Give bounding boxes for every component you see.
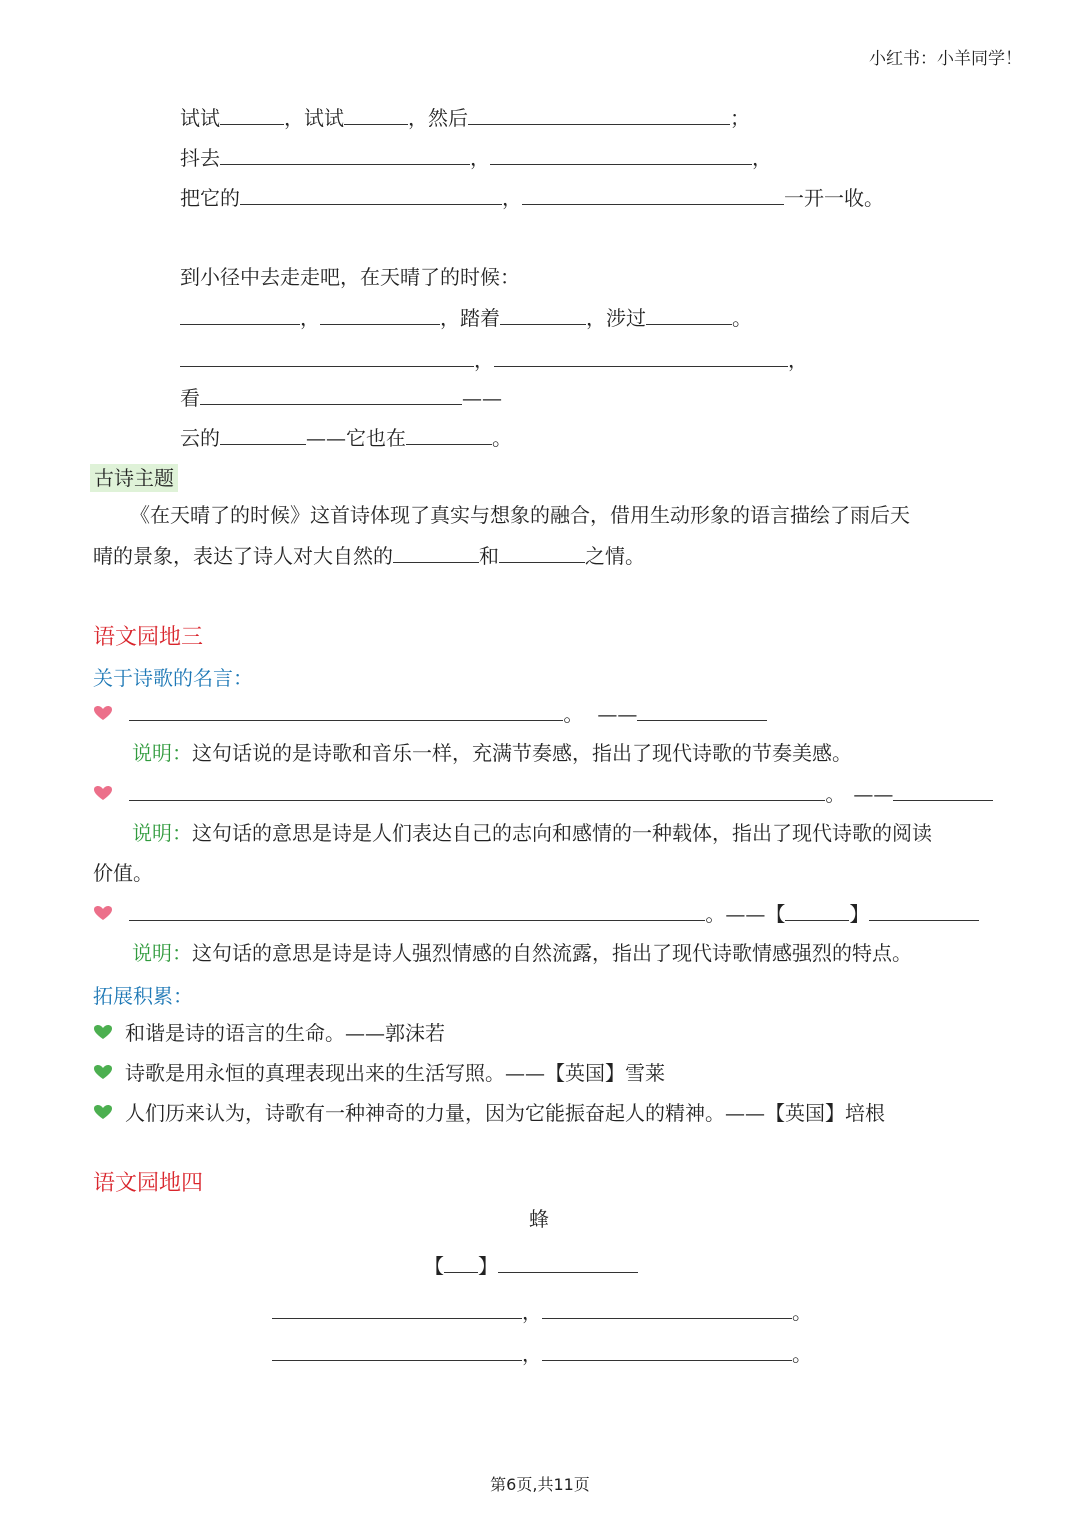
note-label: 说明： xyxy=(132,821,192,845)
blank[interactable] xyxy=(240,184,502,205)
quote-1: 。 —— xyxy=(93,700,767,727)
theme-tag: 古诗主题 xyxy=(90,462,178,491)
poem-line-4: 到小径中去走走吧，在天晴了的时候： xyxy=(180,265,520,289)
blank[interactable] xyxy=(200,384,462,405)
poem-line-2: 抖去 ， ， xyxy=(180,146,772,170)
quote-3: 。——【 】 xyxy=(93,900,979,927)
blank[interactable] xyxy=(180,304,300,325)
note-2: 说明：这句话的意思是诗是人们表达自己的志向和感情的一种载体，指出了现代诗歌的阅读 xyxy=(132,821,932,845)
heart-icon xyxy=(93,901,115,927)
page-number: 第6页,共11页 xyxy=(490,1475,590,1494)
blank[interactable] xyxy=(220,144,470,165)
poem-fill-line-1: ， 。 xyxy=(272,1298,812,1325)
poem-line-1: 试试 ，试试 ，然后 ； xyxy=(180,106,750,130)
poem-line-8: 云的 ——它也在 。 xyxy=(180,426,512,450)
blank[interactable] xyxy=(637,700,767,721)
blank[interactable] xyxy=(344,104,408,125)
blank[interactable] xyxy=(129,780,825,801)
blank[interactable] xyxy=(490,144,752,165)
blank[interactable] xyxy=(542,1340,792,1361)
poem-line-7: 看 —— xyxy=(180,386,502,410)
heart-icon xyxy=(93,701,115,727)
ext-title: 拓展积累： xyxy=(93,984,193,1008)
blank[interactable] xyxy=(129,900,705,921)
poem-line-3: 把它的 ， 一开一收。 xyxy=(180,186,884,210)
blank[interactable] xyxy=(220,424,306,445)
poem-line-6: ， ， xyxy=(180,346,808,373)
theme-text-1: 《在天晴了的时候》这首诗体现了真实与想象的融合，借用生动形象的语言描绘了雨后天 xyxy=(130,503,910,527)
section3-title: 语文园地三 xyxy=(93,625,204,650)
blank[interactable] xyxy=(129,700,563,721)
blank[interactable] xyxy=(272,1298,522,1319)
heart-icon xyxy=(93,781,115,807)
blank[interactable] xyxy=(494,346,788,367)
quotes-title: 关于诗歌的名言： xyxy=(93,666,253,690)
poem-title: 蜂 xyxy=(529,1207,549,1231)
heart-icon xyxy=(93,1060,115,1086)
blank[interactable] xyxy=(869,900,979,921)
blank[interactable] xyxy=(220,104,284,125)
note-2-cont: 价值。 xyxy=(93,861,153,885)
poem-line-5: ， ，踏着 ，涉过 。 xyxy=(180,304,752,331)
blank[interactable] xyxy=(468,104,730,125)
heart-icon xyxy=(93,1100,115,1126)
blank[interactable] xyxy=(646,304,732,325)
blank[interactable] xyxy=(785,900,849,921)
blank[interactable] xyxy=(406,424,492,445)
blank[interactable] xyxy=(499,542,585,563)
poem-author: 【 】 xyxy=(424,1252,638,1279)
blank[interactable] xyxy=(498,1252,638,1273)
blank[interactable] xyxy=(444,1252,478,1273)
blank[interactable] xyxy=(522,184,784,205)
note-label: 说明： xyxy=(132,941,192,965)
blank[interactable] xyxy=(393,542,479,563)
blank[interactable] xyxy=(320,304,440,325)
ext-item-3: 人们历来认为，诗歌有一种神奇的力量，因为它能振奋起人的精神。——【英国】培根 xyxy=(93,1100,885,1126)
section4-title: 语文园地四 xyxy=(93,1171,204,1196)
note-label: 说明： xyxy=(132,741,192,765)
heart-icon xyxy=(93,1020,115,1046)
note-3: 说明：这句话的意思是诗是诗人强烈情感的自然流露，指出了现代诗歌情感强烈的特点。 xyxy=(132,941,912,965)
blank[interactable] xyxy=(542,1298,792,1319)
blank[interactable] xyxy=(500,304,586,325)
blank[interactable] xyxy=(180,346,474,367)
quote-2: 。 —— xyxy=(93,780,993,807)
note-1: 说明：这句话说的是诗歌和音乐一样，充满节奏感，指出了现代诗歌的节奏美感。 xyxy=(132,741,852,765)
watermark: 小红书：小羊同学！ xyxy=(869,49,1022,69)
ext-item-1: 和谐是诗的语言的生命。——郭沫若 xyxy=(93,1020,445,1046)
ext-item-2: 诗歌是用永恒的真理表现出来的生活写照。——【英国】雪莱 xyxy=(93,1060,665,1086)
blank[interactable] xyxy=(272,1340,522,1361)
blank[interactable] xyxy=(893,780,993,801)
theme-text-2: 晴的景象，表达了诗人对大自然的 和 之情。 xyxy=(93,544,645,568)
poem-fill-line-2: ， 。 xyxy=(272,1340,812,1367)
